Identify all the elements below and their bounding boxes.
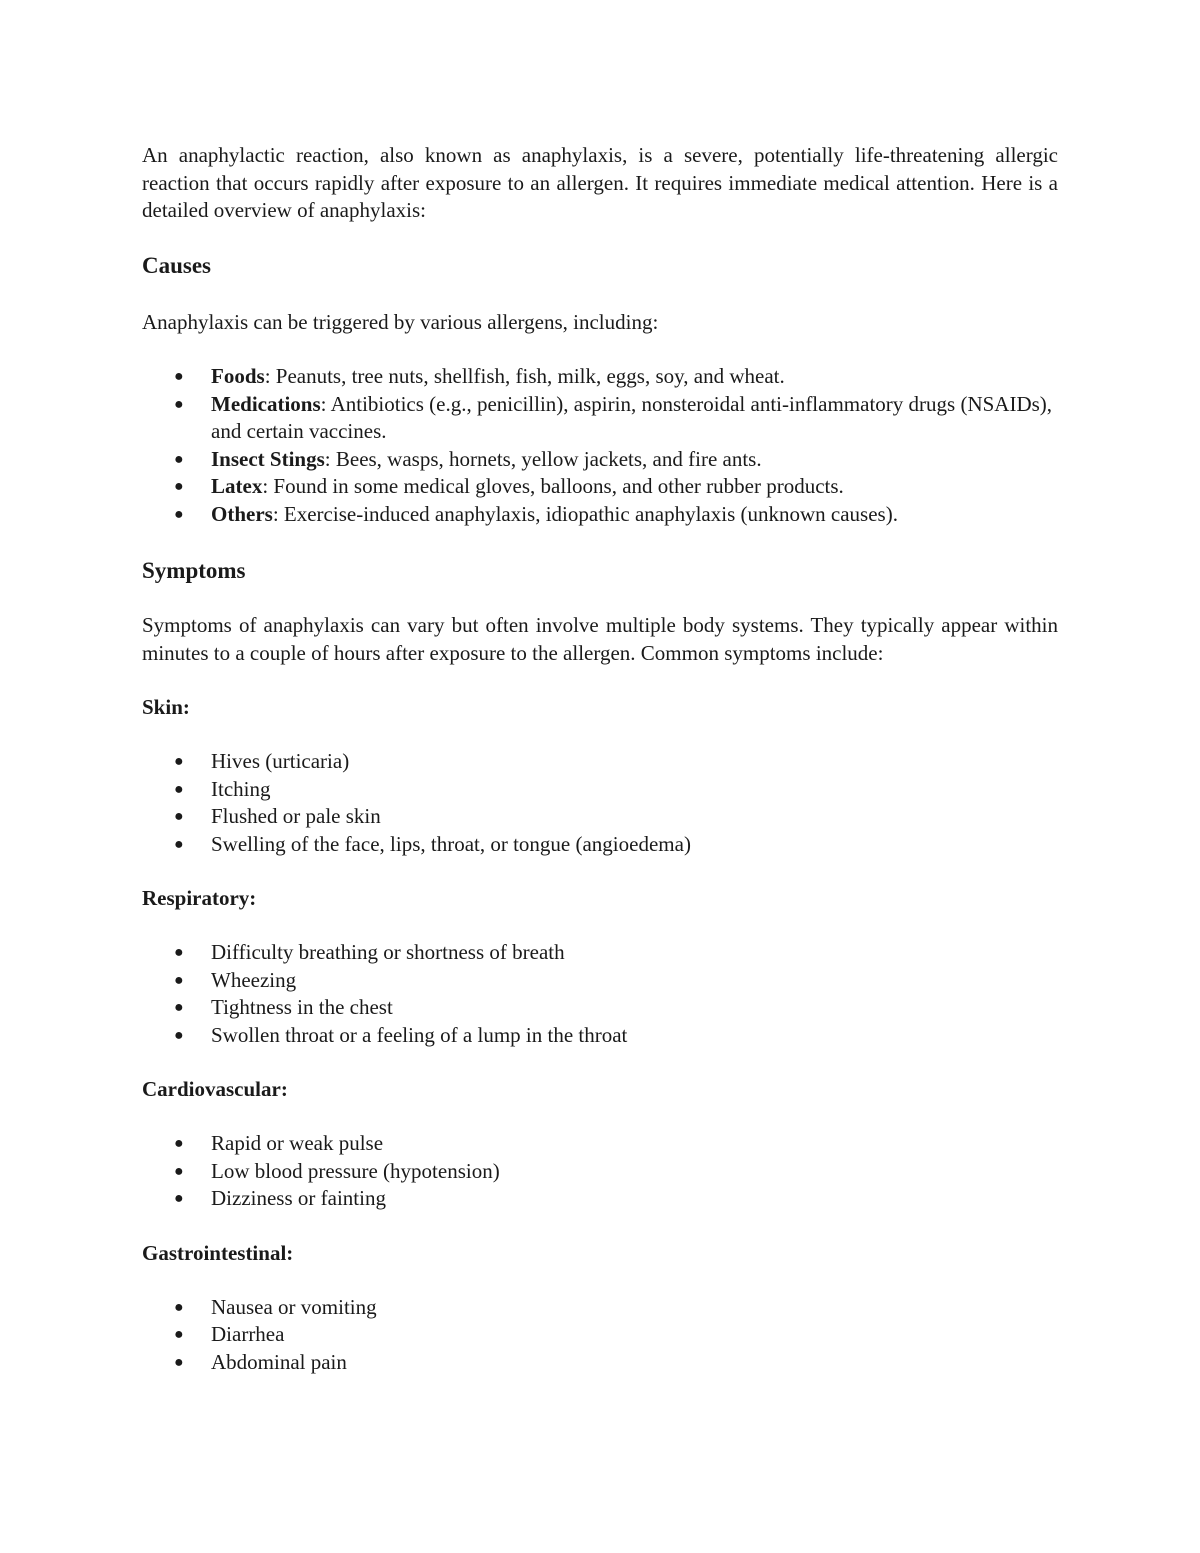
list-item xyxy=(142,776,1058,804)
cardiovascular-list xyxy=(142,1130,1058,1213)
bullet-icon: ● xyxy=(174,395,184,413)
document-page xyxy=(142,142,1058,1376)
list-item xyxy=(142,391,1058,446)
cause-text: : Antibiotics (e.g., penicillin), aspirin, nonsteroidal anti-inflammatory drugs (NSAIDs), and certain vaccines. xyxy=(211,391,1053,443)
respiratory-list xyxy=(142,939,1058,1049)
cause-term: Medications xyxy=(211,391,321,416)
gastrointestinal-list xyxy=(142,1294,1058,1377)
list-item-text: Tightness in the chest xyxy=(211,995,393,1019)
cause-term: Latex xyxy=(211,474,263,498)
list-item xyxy=(142,1185,1058,1213)
list-item-text: Abdominal pain xyxy=(211,1349,347,1374)
list-item xyxy=(142,1349,1058,1377)
list-item-text: Diarrhea xyxy=(211,1322,285,1346)
cause-text: : Found in some medical gloves, balloons, and other rubber products. xyxy=(262,474,844,498)
list-item xyxy=(142,501,1058,529)
list-item-text: Flushed or pale skin xyxy=(211,804,381,828)
cause-text: : Exercise-induced anaphylaxis, idiopathic anaphylaxis (unknown causes). xyxy=(272,501,898,526)
causes-heading: Causes xyxy=(142,252,212,278)
bullet-icon: ● xyxy=(174,1162,184,1180)
list-item-text: Itching xyxy=(211,776,271,801)
list-item xyxy=(142,939,1058,967)
list-item xyxy=(142,1158,1058,1186)
list-item-text: Rapid or weak pulse xyxy=(211,1131,384,1155)
cardiovascular-heading: Cardiovascular: xyxy=(142,1077,288,1101)
list-item xyxy=(142,1022,1058,1050)
list-item-text: Low blood pressure (hypotension) xyxy=(211,1158,500,1183)
list-item xyxy=(142,967,1058,995)
cause-term: Others xyxy=(211,501,273,526)
bullet-icon: ● xyxy=(174,780,184,798)
list-item xyxy=(142,803,1058,831)
list-item xyxy=(142,363,1058,391)
bullet-icon: ● xyxy=(174,1353,184,1371)
bullet-icon: ● xyxy=(174,1135,184,1152)
list-item xyxy=(142,1294,1058,1322)
bullet-icon: ● xyxy=(174,971,184,989)
list-item xyxy=(142,748,1058,776)
list-item-text: Nausea or vomiting xyxy=(211,1294,377,1319)
cause-term: Insect Stings xyxy=(211,446,325,471)
bullet-icon: ● xyxy=(174,1190,184,1207)
list-item-text: Swelling of the face, lips, throat, or tongue (angioedema) xyxy=(211,831,691,856)
cause-term: Foods xyxy=(211,364,265,388)
list-item xyxy=(142,473,1058,501)
bullet-icon: ● xyxy=(174,368,184,385)
bullet-icon: ● xyxy=(174,999,184,1016)
causes-list xyxy=(142,363,1058,528)
causes-lead: Anaphylaxis can be triggered by various allergens, including: xyxy=(142,309,659,334)
cause-text: : Peanuts, tree nuts, shellfish, fish, milk, eggs, soy, and wheat. xyxy=(264,364,785,388)
intro-paragraph: An anaphylactic reaction, also known as anaphylaxis, is a severe, potentially life-threatening allergic reaction that occurs rapidly after exposure to an allergen. It requires immediate medical attention. Here is a detailed overview of anaphylaxis: xyxy=(142,143,1058,222)
list-item-text: Dizziness or fainting xyxy=(211,1186,386,1210)
bullet-icon: ● xyxy=(174,505,184,523)
respiratory-heading: Respiratory: xyxy=(142,886,257,910)
list-item xyxy=(142,1130,1058,1158)
list-item xyxy=(142,446,1058,474)
bullet-icon: ● xyxy=(174,1298,184,1316)
symptoms-lead: Symptoms of anaphylaxis can vary but often involve multiple body systems. They typically appear within minutes to a couple of hours after exposure to the allergen. Common symptoms include: xyxy=(142,613,1058,665)
bullet-icon: ● xyxy=(174,835,184,853)
list-item xyxy=(142,994,1058,1022)
bullet-icon: ● xyxy=(174,450,184,468)
list-item-text: Wheezing xyxy=(211,967,297,992)
symptoms-heading: Symptoms xyxy=(142,558,246,583)
cause-text: : Bees, wasps, hornets, yellow jackets, and fire ants. xyxy=(324,446,762,471)
list-item-text: Hives (urticaria) xyxy=(211,749,350,773)
bullet-icon: ● xyxy=(174,1026,184,1044)
gastrointestinal-heading: Gastrointestinal: xyxy=(142,1240,294,1265)
bullet-icon: ● xyxy=(174,1326,184,1343)
bullet-icon: ● xyxy=(174,808,184,825)
bullet-icon: ● xyxy=(174,944,184,961)
bullet-icon: ● xyxy=(174,753,184,770)
skin-list xyxy=(142,748,1058,858)
skin-heading: Skin: xyxy=(142,695,190,719)
bullet-icon: ● xyxy=(174,478,184,495)
list-item xyxy=(142,831,1058,859)
list-item-text: Swollen throat or a feeling of a lump in the throat xyxy=(211,1022,628,1047)
list-item-text: Difficulty breathing or shortness of breath xyxy=(211,940,565,964)
list-item xyxy=(142,1321,1058,1349)
